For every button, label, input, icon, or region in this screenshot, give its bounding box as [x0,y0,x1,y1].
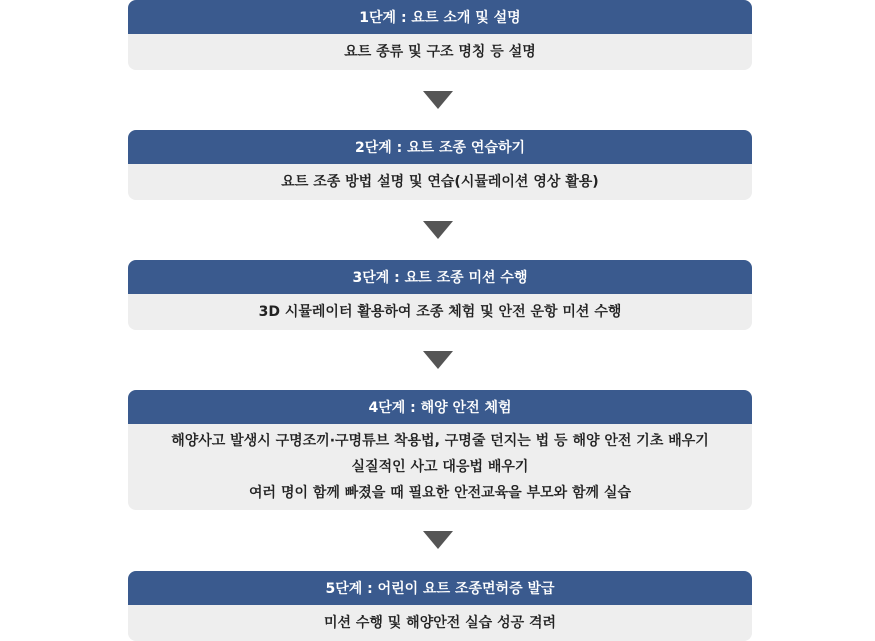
step-2-line-1: 요트 조종 방법 설명 및 연습(시뮬레이션 영상 활용) [281,174,599,190]
step-3 [128,260,752,330]
step-3-description [128,294,752,330]
step-2 [128,130,752,200]
down-arrow-icon [423,221,453,239]
step-4-line-1: 해양사고 발생시 구명조끼·구명튜브 착용법, 구명줄 던지는 법 등 해양 안전 기초 배우기 [171,433,709,449]
step-4 [128,390,752,510]
step-4-line-3: 여러 명이 함께 빠졌을 때 필요한 안전교육을 부모와 함께 실습 [249,485,631,501]
down-arrow-icon [423,351,453,369]
step-1 [128,0,752,70]
step-1-title: 1단계 : 요트 소개 및 설명 [128,0,752,34]
step-5-description [128,605,752,641]
down-arrow-icon [423,531,453,549]
step-3-title: 3단계 : 요트 조종 미션 수행 [128,260,752,294]
step-4-title: 4단계 : 해양 안전 체험 [128,390,752,424]
step-5-title: 5단계 : 어린이 요트 조종면허증 발급 [128,571,752,605]
down-arrow-icon [423,91,453,109]
step-2-description [128,164,752,200]
step-2-title: 2단계 : 요트 조종 연습하기 [128,130,752,164]
step-4-description [128,424,752,510]
step-1-line-1: 요트 종류 및 구조 명칭 등 설명 [344,44,536,60]
step-4-line-2: 실질적인 사고 대응법 배우기 [351,459,529,475]
step-5 [128,571,752,641]
step-5-line-1: 미션 수행 및 해양안전 실습 성공 격려 [323,615,557,631]
step-1-description [128,34,752,70]
step-3-line-1: 3D 시뮬레이터 활용하여 조종 체험 및 안전 운항 미션 수행 [258,304,622,320]
